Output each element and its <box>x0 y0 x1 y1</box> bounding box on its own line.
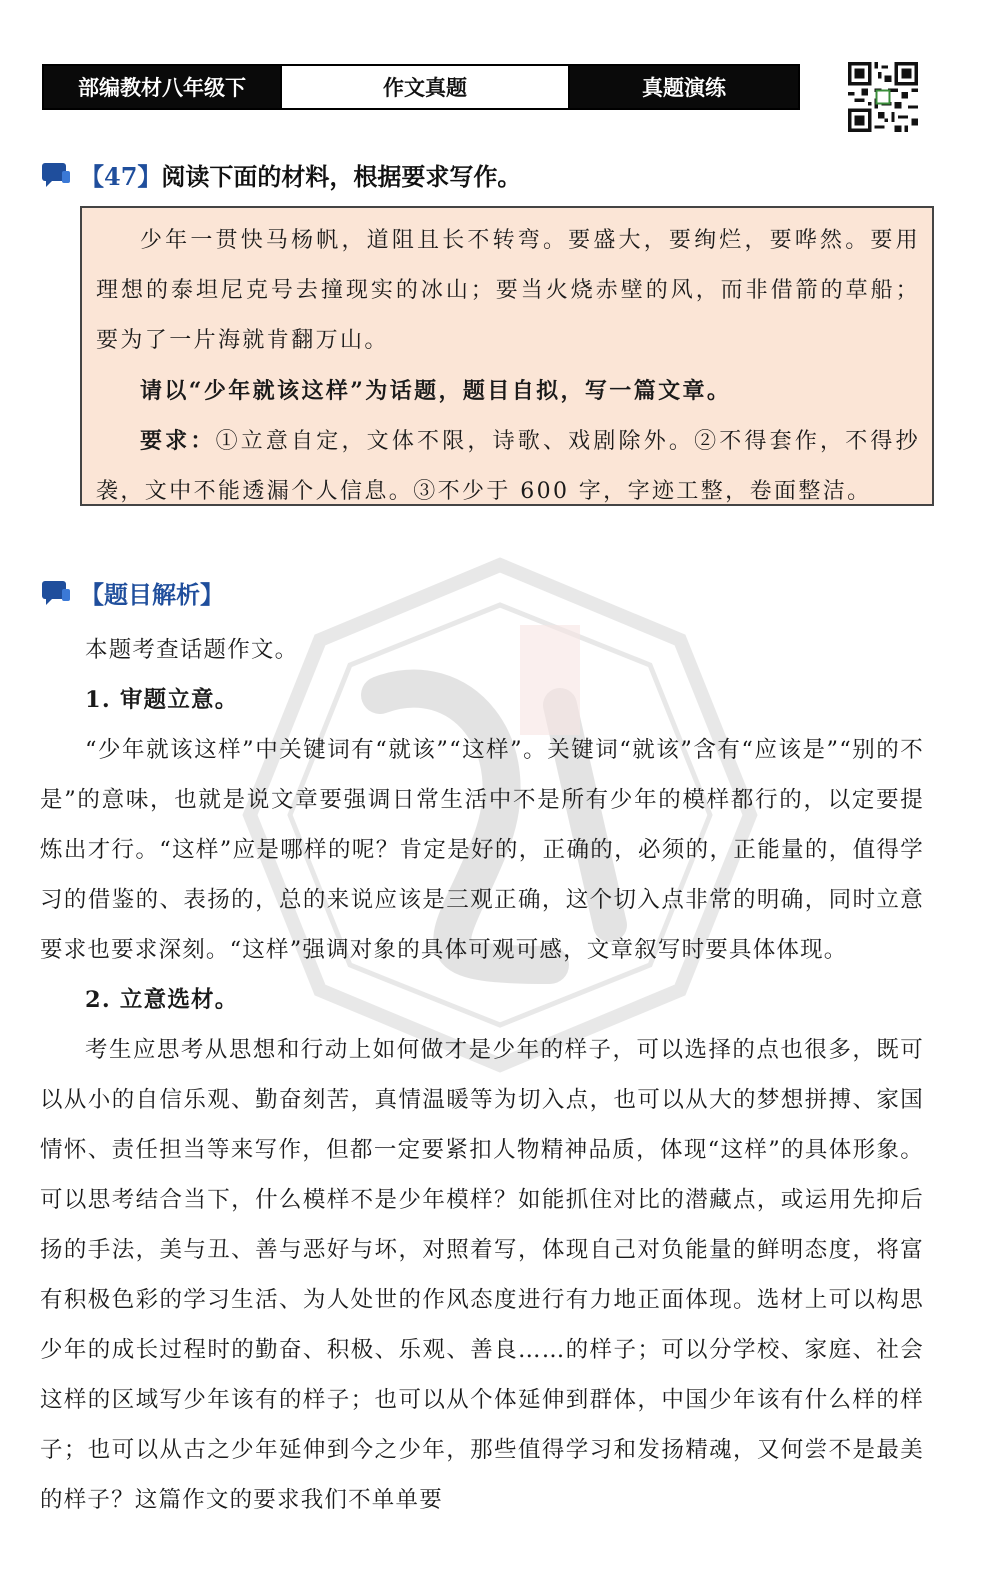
bookmark-icon <box>40 161 72 189</box>
header-grade: 部编教材八年级下 <box>44 66 280 108</box>
material-requirements <box>96 416 920 517</box>
qr-code-icon <box>848 62 918 132</box>
analysis-content <box>40 625 924 1525</box>
material-paragraph: 少年一贯快马杨帆，道阻且长不转弯。要盛大，要绚烂，要哗然。要用理想的泰坦尼克号去撞现实的冰山；要当火烧赤壁的风，而非借箭的草船；要为了一片海就肯翻万山。 <box>96 228 920 353</box>
question-title: 阅读下面的材料，根据要求写作。 <box>161 162 522 191</box>
material-prompt: 请以“少年就该这样”为话题，题目自拟，写一篇文章。 <box>140 378 732 404</box>
bookmark-icon <box>40 579 72 607</box>
subheading-1: 1. 审题立意。 <box>85 687 239 713</box>
question-heading <box>40 157 521 192</box>
analysis-paragraph-1: “少年就该这样”中关键词有“就该”“这样”。关键词“就该”含有“应该是”“别的不是”的意味，也就是说文章要强调日常生活中不是所有少年的模样都行的，以定要提炼出才行。“这样”应是哪样的呢？肯定是好的，正确的，必须的，正能量的，值得学习的借鉴的、表扬的，总的来说应该是三观正确，这个切入点非常的明确，同时立意要求也要求深刻。“这样”强调对象的具体可观可感，文章叙写时要具体体现。 <box>40 737 924 963</box>
header-bar <box>42 64 800 110</box>
requirements-text: ①立意自定，文体不限，诗歌、戏剧除外。②不得套作，不得抄袭，文中不能透漏个人信息。③不少于 600 字，字迹工整，卷面整洁。 <box>96 429 920 504</box>
material-box <box>80 206 934 506</box>
analysis-paragraph-2: 考生应思考从思想和行动上如何做才是少年的样子，可以选择的点也很多，既可以从小的自信乐观、勤奋刻苦，真情温暖等为切入点，也可以从大的梦想拼搏、家国情怀、责任担当等来写作，但都一定要紧扣人物精神品质，体现“这样”的具体形象。可以思考结合当下，什么模样不是少年模样？如能抓住对比的潜藏点，或运用先抑后扬的手法，美与丑、善与恶好与坏，对照着写，体现自己对负能量的鲜明态度，将富有积极色彩的学习生活、为人处世的作风态度进行有力地正面体现。选材上可以构思少年的成长过程时的勤奋、积极、乐观、善良……的样子；可以分学校、家庭、社会这样的区域写少年该有的样子；也可以从个体延伸到群体，中国少年该有什么样的样子；也可以从古之少年延伸到今之少年，那些值得学习和发扬精魂，又何尝不是最美的样子？这篇作文的要求我们不单单要 <box>40 1037 924 1513</box>
requirements-label: 要求： <box>140 428 216 454</box>
question-number: 【47】 <box>80 162 162 191</box>
analysis-heading <box>40 575 224 610</box>
subheading-2: 2. 立意选材。 <box>85 987 239 1013</box>
analysis-intro: 本题考查话题作文。 <box>85 637 299 663</box>
header-topic: 作文真题 <box>280 66 570 108</box>
analysis-heading-text: 【题目解析】 <box>80 580 224 609</box>
header-section: 真题演练 <box>570 66 798 108</box>
